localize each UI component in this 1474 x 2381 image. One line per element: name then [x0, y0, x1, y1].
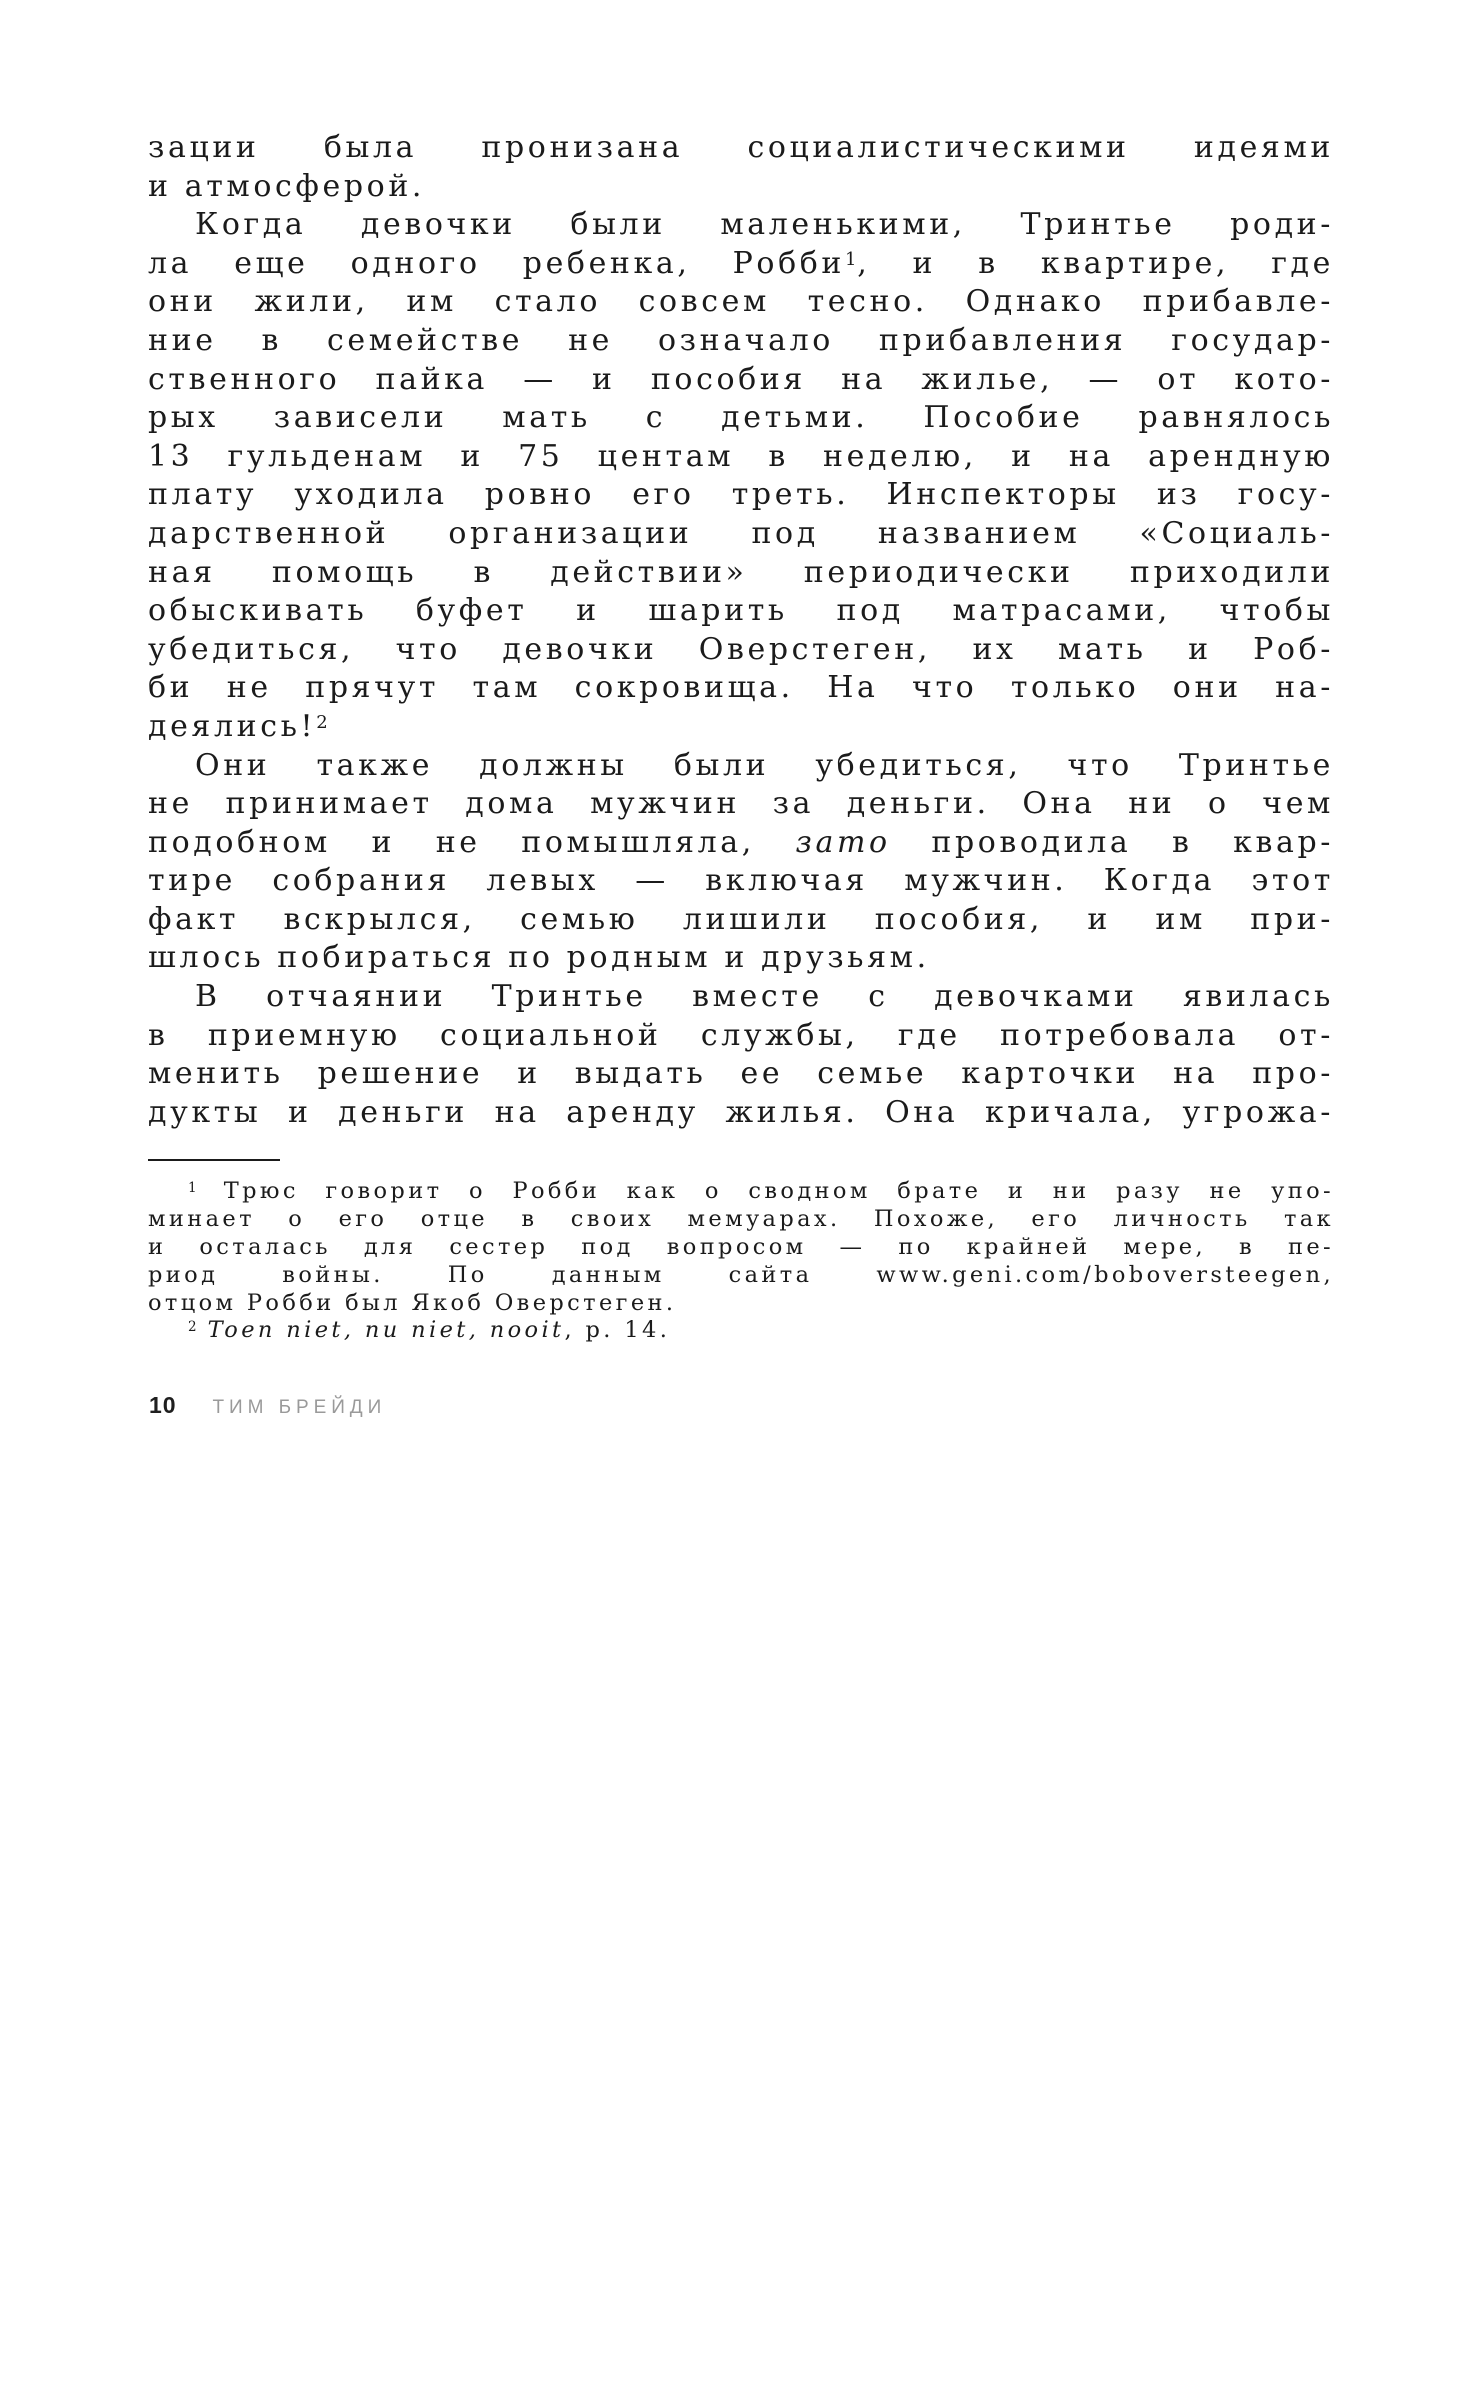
footnote-ref-2: 2	[316, 711, 329, 733]
body-line: 13 гульденам и 75 центам в неделю, и на арендную	[148, 438, 1334, 474]
body-line: и атмосферой.	[148, 168, 426, 204]
text-run: проводила в квар-	[890, 824, 1334, 860]
page-footer	[149, 1392, 386, 1419]
body-line: ственного пайка — и пособия на жилье, — от кото-	[148, 361, 1334, 397]
italic-run: зато	[795, 824, 891, 860]
body-line: шлось побираться по родным и друзьям.	[148, 940, 930, 976]
footnotes	[148, 1178, 1334, 1345]
body-line: ние в семействе не означало прибавления государ-	[148, 322, 1334, 358]
body-line: в приемную социальной службы, где потребовала от-	[148, 1017, 1334, 1053]
footnote-line: и осталась для сестер под вопросом — по крайней мере, в пе-	[148, 1234, 1334, 1261]
body-line: дарственной организации под названием «Социаль-	[148, 515, 1334, 551]
body-line: убедиться, что девочки Оверстеген, их мать и Роб-	[148, 631, 1334, 667]
footnote-line	[148, 1178, 1334, 1206]
text-run: подобном и не помышляла,	[148, 824, 796, 860]
body-line: Когда девочки были маленькими, Тринтье роди-	[195, 207, 1334, 243]
text-run: , p. 14.	[564, 1317, 671, 1344]
text-run: , и в квартире, где	[857, 245, 1334, 281]
body-line: Они также должны были убедиться, что Тринтье	[195, 747, 1334, 783]
body-line: не принимает дома мужчин за деньги. Она ни о чем	[148, 786, 1334, 822]
body-line: плату уходила ровно его треть. Инспекторы из госу-	[148, 477, 1334, 513]
body-line: обыскивать буфет и шарить под матрасами, чтобы	[148, 593, 1334, 629]
italic-book-title: Toen niet, nu niet, nooit	[197, 1317, 565, 1344]
body-line	[148, 824, 1334, 863]
running-title-author: ТИМ БРЕЙДИ	[212, 1397, 387, 1418]
body-line: ная помощь в действии» периодически приходили	[148, 554, 1334, 590]
body-line: факт вскрылся, семью лишили пособия, и им при-	[148, 901, 1334, 937]
footnote-line	[148, 1317, 1334, 1345]
footnote-line: отцом Робби был Якоб Оверстеген.	[148, 1289, 677, 1316]
body-line: менить решение и выдать ее семье карточки на про-	[148, 1056, 1334, 1092]
body-line: зации была пронизана социалистическими идеями	[148, 130, 1334, 165]
footnote-line: риод войны. По данным сайта www.geni.com/boboversteegen,	[148, 1261, 1334, 1288]
body-line	[148, 708, 1334, 747]
body-line: рых зависели мать с детьми. Пособие равнялось	[148, 400, 1334, 436]
text-run: ла еще одного ребенка, Робби	[148, 245, 846, 281]
footnote-marker-2: 2	[188, 1319, 198, 1336]
body-line	[148, 245, 1334, 284]
footnote-ref-1: 1	[845, 248, 858, 270]
text-run: деялись!	[148, 708, 317, 744]
text-run: Трюс говорит о Робби как о сводном брате и ни разу не упо-	[197, 1178, 1334, 1205]
body-line: тире собрания левых — включая мужчин. Когда этот	[148, 863, 1334, 899]
page-number: 10	[149, 1392, 177, 1418]
body-line: В отчаянии Тринтье вместе с девочками явилась	[195, 979, 1334, 1015]
footnote-marker-1: 1	[188, 1180, 198, 1197]
body-line: дукты и деньги на аренду жилья. Она кричала, угрожа-	[148, 1094, 1334, 1130]
body-line: они жили, им стало совсем тесно. Однако прибавле-	[148, 284, 1334, 320]
body-line: би не прячут там сокровища. На что только они на-	[148, 670, 1334, 706]
text-column	[148, 129, 1334, 1345]
footnote-line: минает о его отце в своих мемуарах. Похоже, его личность так	[148, 1206, 1334, 1233]
footnote-rule	[148, 1159, 280, 1161]
